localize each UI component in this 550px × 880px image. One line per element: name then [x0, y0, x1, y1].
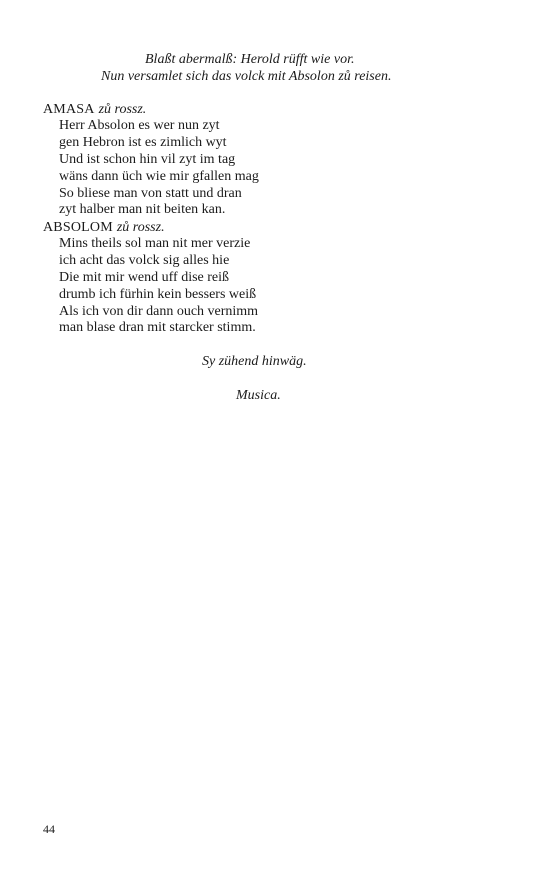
verse-line: drumb ich fürhin kein bessers weiß [59, 286, 257, 302]
verse-line: wäns dann üch wie mir gfallen mag [59, 168, 259, 184]
speaker-manner: zů rossz. [116, 220, 165, 235]
speech-amasa [43, 101, 259, 219]
verse-line: Die mit mir wend uff dise reiß [59, 269, 230, 285]
stage-direction-herald: Blaßt abermalß: Herold rüfft wie vor. [145, 52, 355, 67]
verse-line: Mins theils sol man nit mer verzie [59, 236, 251, 251]
verse-line: gen Hebron ist es zimlich wyt [59, 134, 227, 150]
verse-block [43, 236, 258, 337]
stage-direction-music: Musica. [236, 388, 281, 403]
speaker-name: AMASA [43, 102, 95, 117]
verse-line: Als ich von dir dann ouch vernimm [59, 303, 259, 319]
speaker-manner: zů rossz. [98, 102, 147, 117]
page-number: 44 [43, 822, 55, 836]
stage-direction-exit: Sy zühend hinwäg. [202, 354, 307, 369]
verse-line: zyt halber man nit beiten kan. [59, 202, 226, 218]
speech-absolom [43, 219, 258, 337]
verse-line: So bliese man von statt und dran [59, 185, 242, 201]
verse-line: man blase dran mit starcker stimm. [59, 320, 256, 336]
verse-block [43, 118, 259, 219]
verse-line: ich acht das volck sig alles hie [59, 252, 230, 268]
stage-direction-assembly: Nun versamlet sich das volck mit Absolon zů reisen. [101, 69, 392, 84]
speaker-heading [43, 101, 259, 118]
verse-line: Und ist schon hin vil zyt im tag [59, 151, 236, 167]
speaker-name: ABSOLOM [43, 220, 113, 235]
speaker-heading [43, 219, 258, 236]
verse-line: Herr Absolon es wer nun zyt [59, 118, 220, 133]
